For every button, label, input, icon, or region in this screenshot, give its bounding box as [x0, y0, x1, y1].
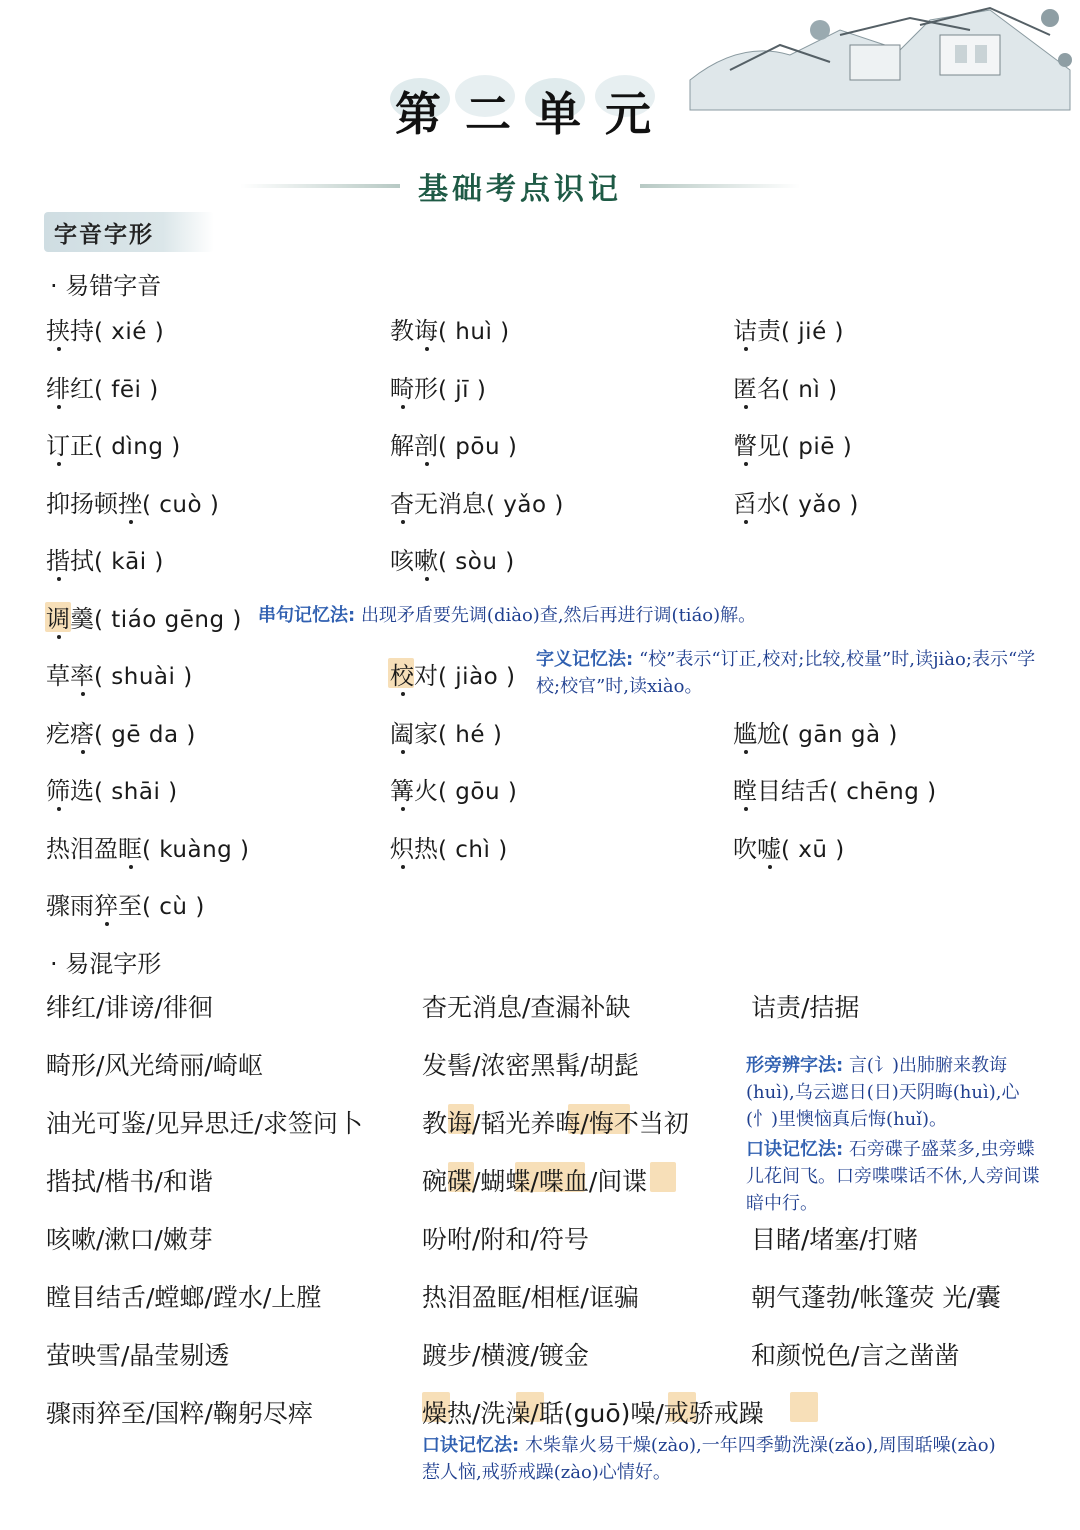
emphasis-dot: [129, 865, 133, 869]
pronunciation-entry: [390, 484, 564, 519]
confusable-group: 萤映雪/晶莹剔透: [46, 1341, 230, 1370]
emphasis-dot: [57, 347, 61, 351]
section-tag: [44, 212, 214, 252]
entry-word: 畸形: [390, 374, 438, 403]
note-text: 石旁碟子盛菜多,虫旁蝶儿花间飞。口旁喋喋话不休,人旁间谍暗中行。: [746, 1139, 1040, 1214]
entry-pinyin: ( gān gà ): [781, 721, 898, 748]
emphasis-dot: [57, 462, 61, 466]
confusable-group: 油光可鉴/见异思迁/求签问卜: [46, 1109, 363, 1138]
confusable-group: 绯红/诽谤/徘徊: [46, 993, 213, 1022]
subtitle-rule-right: [640, 184, 800, 188]
entry-pinyin: ( kuàng ): [142, 836, 250, 863]
entry-word: 揩拭: [46, 547, 94, 575]
entry-pinyin: ( piē ): [781, 434, 853, 460]
pronunciation-entry: [46, 656, 193, 691]
entry-word: 篝火: [390, 777, 438, 805]
emphasis-dot: [57, 807, 61, 811]
pronunciation-entry: [390, 714, 502, 749]
emphasis-dot: [57, 577, 61, 581]
pronunciation-entry: [46, 484, 219, 519]
die-memory-note: [746, 1136, 1046, 1217]
pronunciation-entry: [46, 311, 164, 346]
emphasis-dot: [81, 692, 85, 696]
confusable-group: 吩咐/附和/符号: [422, 1225, 589, 1254]
confusable-group: 诘责/拮据: [751, 993, 860, 1022]
entry-pinyin: ( dìng ): [94, 434, 181, 460]
entry-pinyin: ( jiào ): [438, 664, 516, 690]
entry-word: 调羹: [46, 604, 94, 633]
emphasis-dot: [425, 347, 429, 351]
note-text: 出现矛盾要先调(diào)查,然后再进行调(tiáo)解。: [360, 605, 757, 626]
entry-word: 挟持: [46, 317, 94, 345]
entry-pinyin: ( chēng ): [829, 779, 937, 805]
entry-word: 筛选: [46, 777, 94, 805]
note-label: 口诀记忆法:: [746, 1139, 844, 1160]
pronunciation-entry: [46, 369, 159, 404]
pronunciation-entry: [733, 426, 852, 461]
confusable-group: 热泪盈眶/相框/诓骗: [422, 1283, 639, 1312]
subtitle-text: 基础考点识记: [418, 172, 622, 207]
emphasis-dot: [401, 405, 405, 409]
entry-pinyin: ( chì ): [438, 836, 508, 863]
entry-word: 骤雨猝至: [46, 892, 142, 920]
entry-word: 绯红: [46, 374, 94, 403]
entry-pinyin: ( gōu ): [438, 779, 518, 805]
confusable-group: 发髻/浓密黑髯/胡髭: [422, 1051, 639, 1080]
pronunciation-entry: [390, 426, 517, 461]
pronunciation-entry: [46, 829, 250, 864]
pronunciation-entry: [390, 771, 517, 806]
confusable-group: 畸形/风光绮丽/崎岖: [46, 1051, 263, 1080]
village-rooftops-illustration: [670, 0, 1080, 130]
entry-word: 瞠目结舌: [733, 777, 829, 805]
entry-pinyin: ( cù ): [142, 894, 205, 920]
tiao-memory-note: [258, 602, 756, 629]
emphasis-dot: [129, 520, 133, 524]
entry-word: 舀水: [733, 489, 781, 518]
pronunciation-entry: [733, 829, 845, 864]
note-text: “校”表示“订正,校对;比较,校量”时,读jiào;表示“学校;校官”时,读xiào。: [536, 649, 1036, 697]
note-label: 形旁辨字法:: [746, 1055, 844, 1076]
entry-pinyin: ( kāi ): [94, 549, 164, 575]
pronunciation-entry: [46, 771, 178, 806]
pronunciation-entry: [46, 886, 205, 921]
emphasis-dot: [81, 750, 85, 754]
pronunciation-entry: [390, 541, 515, 576]
emphasis-dot: [57, 405, 61, 409]
entry-word: 解剖: [390, 432, 438, 460]
entry-word: 热泪盈眶: [46, 834, 142, 863]
entry-pinyin: ( xié ): [94, 319, 165, 345]
pronunciation-entry: [390, 311, 510, 346]
pronunciation-entry: [733, 369, 838, 404]
emphasis-dot: [744, 807, 748, 811]
confusable-group: 和颜悦色/言之凿凿: [751, 1341, 960, 1370]
entry-pinyin: ( huì ): [438, 319, 510, 345]
entry-word: 杳无消息: [390, 489, 486, 518]
entry-pinyin: ( fēi ): [94, 376, 159, 403]
entry-word: 匿名: [733, 374, 781, 403]
emphasis-dot: [744, 347, 748, 351]
pronunciation-entry: [46, 599, 242, 634]
confusable-group: 朝气蓬勃/帐篷荧 光/囊: [751, 1283, 1001, 1312]
confusable-group: 揩拭/楷书/和谐: [46, 1167, 213, 1196]
entry-pinyin: ( hé ): [438, 721, 503, 748]
entry-word: 草率: [46, 662, 94, 690]
emphasis-dot: [744, 750, 748, 754]
highlight: [790, 1392, 818, 1422]
emphasis-dot: [768, 865, 772, 869]
note-text: 言(讠)出肺腑来教诲(huì),乌云遮日(日)天阴晦(huì),心(忄)里懊恼真后悔(huǐ)。: [746, 1055, 1020, 1130]
note-label: 口诀记忆法:: [422, 1435, 520, 1456]
confusable-group: 目睹/堵塞/打赌: [751, 1225, 918, 1254]
entry-pinyin: ( gē da ): [94, 721, 196, 748]
confusable-group: 燥热/洗澡/聒(guō)噪/戒骄戒躁: [422, 1399, 764, 1428]
entry-word: 诘责: [733, 317, 781, 345]
emphasis-dot: [744, 462, 748, 466]
pronunciation-entry: [733, 714, 898, 749]
confusable-group: 瞠目结舌/螳螂/蹚水/上膛: [46, 1283, 322, 1312]
entry-pinyin: ( jī ): [438, 376, 487, 403]
entry-word: 瞥见: [733, 432, 781, 460]
entry-word: 阖家: [390, 719, 438, 748]
entry-pinyin: ( sòu ): [438, 549, 515, 575]
emphasis-dot: [744, 520, 748, 524]
pronunciation-entry: [733, 771, 937, 806]
zao-memory-note: [422, 1432, 1002, 1486]
confusable-group: 骤雨猝至/国粹/鞠躬尽瘁: [46, 1399, 313, 1428]
entry-word: 抑扬顿挫: [46, 489, 142, 518]
entry-pinyin: ( xū ): [781, 836, 845, 863]
emphasis-dot: [401, 520, 405, 524]
note-label: 字义记忆法:: [536, 649, 634, 670]
pronunciation-entry: [46, 541, 164, 576]
emphasis-dot: [401, 692, 405, 696]
section-tag-label: 字音字形: [54, 221, 154, 248]
entry-pinyin: ( nì ): [781, 376, 838, 403]
emphasis-dot: [401, 807, 405, 811]
entry-pinyin: ( shāi ): [94, 779, 178, 805]
pronunciation-entry: [733, 311, 844, 346]
entry-word: 尴尬: [733, 719, 781, 748]
entry-word: 疙瘩: [46, 719, 94, 748]
pronunciation-entry: [733, 484, 859, 519]
confusable-group: 杳无消息/查漏补缺: [422, 993, 631, 1022]
radical-memory-note: [746, 1052, 1046, 1133]
unit-title: 第二单元: [395, 87, 675, 141]
section-subtitle: [240, 166, 800, 206]
subtitle-rule-left: [240, 184, 400, 188]
jiao-memory-note: [536, 646, 1036, 700]
pronunciation-entry: [390, 369, 486, 404]
pronunciation-entry: [46, 714, 196, 749]
entry-pinyin: ( shuài ): [94, 664, 193, 690]
pronunciation-heading: · 易错字音: [50, 272, 162, 300]
entry-word: 订正: [46, 432, 94, 460]
entry-pinyin: ( yǎo ): [486, 491, 564, 518]
entry-pinyin: ( pōu ): [438, 434, 518, 460]
confusable-group: 教诲/韬光养晦/悔不当初: [422, 1109, 689, 1138]
note-text: 木柴靠火易干燥(zào),一年四季勤洗澡(zǎo),周围聒噪(zào)惹人恼,戒骄戒躁(zào)心情好。: [422, 1435, 996, 1483]
confusable-group: 踱步/横渡/镀金: [422, 1341, 589, 1370]
pronunciation-entry: [46, 426, 181, 461]
entry-word: 教诲: [390, 317, 438, 345]
emphasis-dot: [57, 635, 61, 639]
entry-word: 校对: [390, 662, 438, 690]
emphasis-dot: [425, 462, 429, 466]
entry-word: 吹嘘: [733, 834, 781, 863]
entry-word: 咳嗽: [390, 547, 438, 575]
emphasis-dot: [744, 405, 748, 409]
entry-pinyin: ( jié ): [781, 319, 844, 345]
highlight: [650, 1162, 676, 1192]
pronunciation-entry: [390, 656, 516, 691]
emphasis-dot: [401, 750, 405, 754]
entry-pinyin: ( cuò ): [142, 491, 220, 518]
confusable-heading: · 易混字形: [50, 950, 162, 978]
pronunciation-entry: [390, 829, 508, 864]
confusable-group: 咳嗽/漱口/嫩芽: [46, 1225, 213, 1254]
emphasis-dot: [401, 865, 405, 869]
emphasis-dot: [425, 577, 429, 581]
note-label: 串句记忆法:: [258, 605, 356, 626]
entry-word: 炽热: [390, 834, 438, 863]
confusable-group: 碗碟/蝴蝶/喋血/间谍: [422, 1167, 648, 1196]
emphasis-dot: [105, 922, 109, 926]
entry-pinyin: ( yǎo ): [781, 491, 859, 518]
entry-pinyin: ( tiáo gēng ): [94, 606, 242, 633]
